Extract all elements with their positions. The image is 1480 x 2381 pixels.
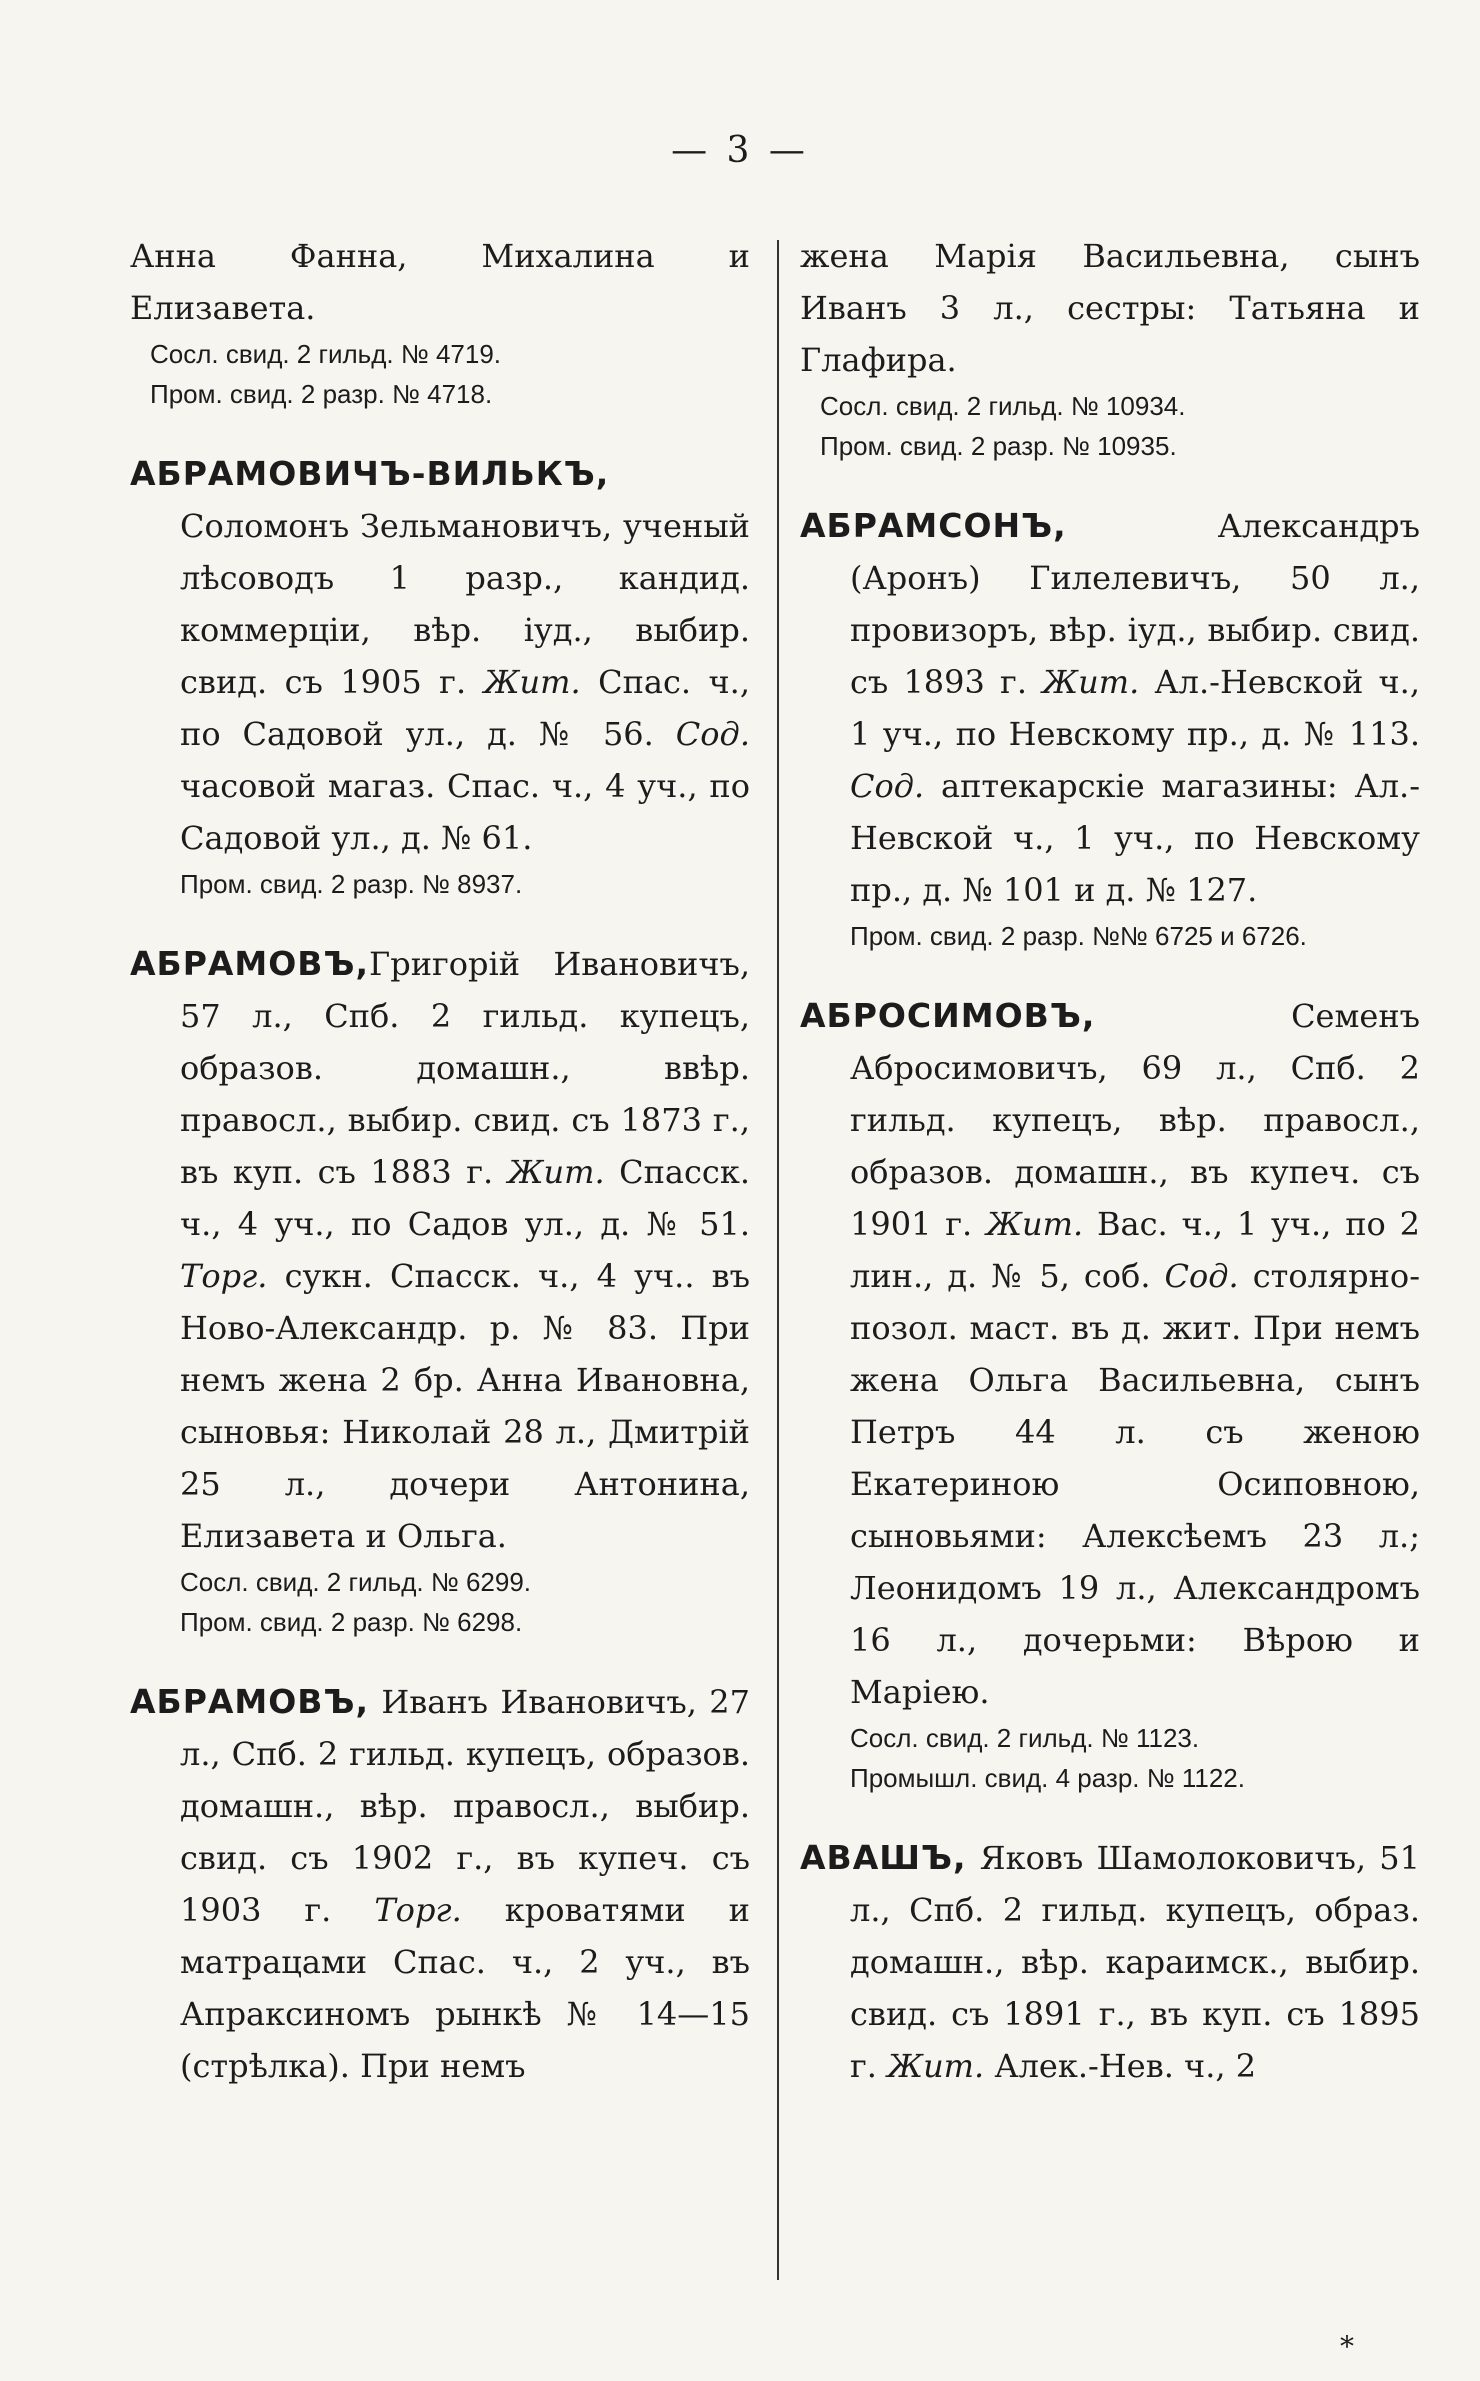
entry-abbrev: Жит. <box>887 2047 985 2085</box>
entry-abramov-grigoriy <box>130 938 750 1642</box>
certificate-line: Пром. свид. 2 разр. №№ 6725 и 6726. <box>850 921 1307 951</box>
entry-body: Семенъ Абросимовичъ, 69 л., Спб. 2 гильд. купецъ, вѣр. правосл., образов. домашн., въ купеч. съ 1901 г. <box>850 997 1420 1243</box>
entry-body: кроватями и матрацами Спас. ч., 2 уч., въ Апраксиномъ рынкѣ № 14—15 (стрѣлка). При немъ <box>180 1891 750 2085</box>
certificate-line: Пром. свид. 2 разр. № 6298. <box>180 1607 523 1637</box>
entry-body: Григорій Ивановичъ, 57 л., Спб. 2 гильд. купецъ, образов. домашн., ввѣр. правосл., выбир. свид. съ 1873 г., въ куп. съ 1883 г. <box>180 945 750 1191</box>
entry-abbrev: Торг. <box>180 1257 268 1295</box>
entry-body: Соломонъ Зельмановичъ, ученый лѣсоводъ 1 разр., кандид. коммерціи, вѣр. іуд., выбир. свид. съ 1905 г. <box>180 507 750 701</box>
certificate-line: Пром. свид. 2 разр. № 10935. <box>820 431 1177 461</box>
entry-body: Иванъ Ивановичъ, 27 л., Спб. 2 гильд. купецъ, образов. домашн., вѣр. правосл., выбир. свид. съ 1902 г., въ купеч. съ 1903 г. <box>180 1683 750 1929</box>
entry-continuation <box>800 230 1420 466</box>
certificate-line: Сосл. свид. 2 гильд. № 4719. <box>150 339 502 369</box>
entry-surname: АБРАМОВЪ, <box>130 1682 370 1721</box>
entry-text <box>130 1676 750 2092</box>
entry-text <box>130 448 750 864</box>
entry-avash <box>800 1832 1420 2092</box>
entry-abbrev: Жит. <box>986 1205 1084 1243</box>
entry-text <box>800 990 1420 1718</box>
column-divider <box>777 240 779 2280</box>
entry-abbrev: Сод. <box>675 715 750 753</box>
entry-text: жена Марія Васильевна, сынъ Иванъ 3 л., сестры: Татьяна и Глафира. <box>800 237 1420 379</box>
entry-abbrev: Жит. <box>483 663 581 701</box>
entry-body: Спасск. ч., 4 уч., по Садов ул., д. № 51. <box>180 1153 751 1243</box>
entry-body: Спас. ч., по Садовой ул., д. № 56. <box>180 663 751 753</box>
entry-body: часовой магаз. Спас. ч., 4 уч., по Садовой ул., д. № 61. <box>180 767 750 857</box>
entry-abramovich-vilk <box>130 448 750 904</box>
left-column <box>130 230 750 2126</box>
certificate-line: Сосл. свид. 2 гильд. № 6299. <box>180 1567 532 1597</box>
entry-abbrev: Торг. <box>374 1891 462 1929</box>
entry-text <box>800 1832 1420 2092</box>
entry-body: сукн. Спасск. ч., 4 уч.. въ Ново-Александр. р. № 83. При немъ жена 2 бр. Анна Ивановна, сыновья: Николай 28 л., Дмитрій 25 л., дочери Антонина, Елизавета и Ольга. <box>180 1257 750 1555</box>
right-column <box>800 230 1420 2126</box>
entry-body: столярно-позол. маст. въ д. жит. При немъ жена Ольга Васильевна, сынъ Петръ 44 л. съ женою Екатериною Осиповною, сыновьями: Алексѣемъ 23 л.; Леонидомъ 19 л., Александромъ 16 л., дочерьми: Вѣрою и Маріею. <box>850 1257 1421 1711</box>
certificate-line: Пром. свид. 2 разр. № 4718. <box>150 379 493 409</box>
certificate-line: Сосл. свид. 2 гильд. № 10934. <box>820 391 1186 421</box>
entry-surname: АБРАМОВИЧЪ-ВИЛЬКЪ, <box>130 454 610 493</box>
entry-continuation <box>130 230 750 414</box>
entry-text <box>800 500 1420 916</box>
entry-abramson <box>800 500 1420 956</box>
entry-abbrev: Жит. <box>507 1153 605 1191</box>
entry-surname: АБРАМСОНЪ, <box>800 506 1067 545</box>
certificate-line: Сосл. свид. 2 гильд. № 1123. <box>850 1723 1200 1753</box>
certificate-line: Промышл. свид. 4 разр. № 1122. <box>850 1763 1245 1793</box>
entry-abbrev: Жит. <box>1042 663 1140 701</box>
entry-body: Ал.-Невской ч., 1 уч., по Невскому пр., д. № 113. <box>850 663 1421 753</box>
footer-mark: * <box>1340 2330 1354 2363</box>
entry-text <box>130 938 750 1562</box>
certificate-line: Пром. свид. 2 разр. № 8937. <box>180 869 523 899</box>
entry-abramov-ivan <box>130 1676 750 2092</box>
entry-body: Вас. ч., 1 уч., по 2 лин., д. № 5, соб. <box>850 1205 1421 1295</box>
entry-abbrev: Сод. <box>1164 1257 1239 1295</box>
entry-body: аптекарскіе магазины: Ал.-Невской ч., 1 уч., по Невскому пр., д. № 101 и д. № 127. <box>850 767 1420 909</box>
entry-surname: АБРОСИМОВЪ, <box>800 996 1096 1035</box>
entry-body: Алек.-Нев. ч., 2 <box>984 2047 1257 2085</box>
entry-surname: АБРАМОВЪ, <box>130 944 370 983</box>
entry-text: Анна Фанна, Михалина и Елизавета. <box>130 237 750 327</box>
entry-surname: АВАШЪ, <box>800 1838 967 1877</box>
page-number: — 3 — <box>671 130 809 171</box>
entry-body: Яковъ Шамолоковичъ, 51 л., Спб. 2 гильд. купецъ, образ. домашн., вѣр. караимск., выбир. свид. съ 1891 г., въ куп. съ 1895 г. <box>850 1839 1420 2085</box>
entry-abrosimov <box>800 990 1420 1798</box>
entry-abbrev: Сод. <box>850 767 925 805</box>
entry-body: Александръ (Аронъ) Гилелевичъ, 50 л., провизоръ, вѣр. іуд., выбир. свид. съ 1893 г. <box>850 507 1420 701</box>
